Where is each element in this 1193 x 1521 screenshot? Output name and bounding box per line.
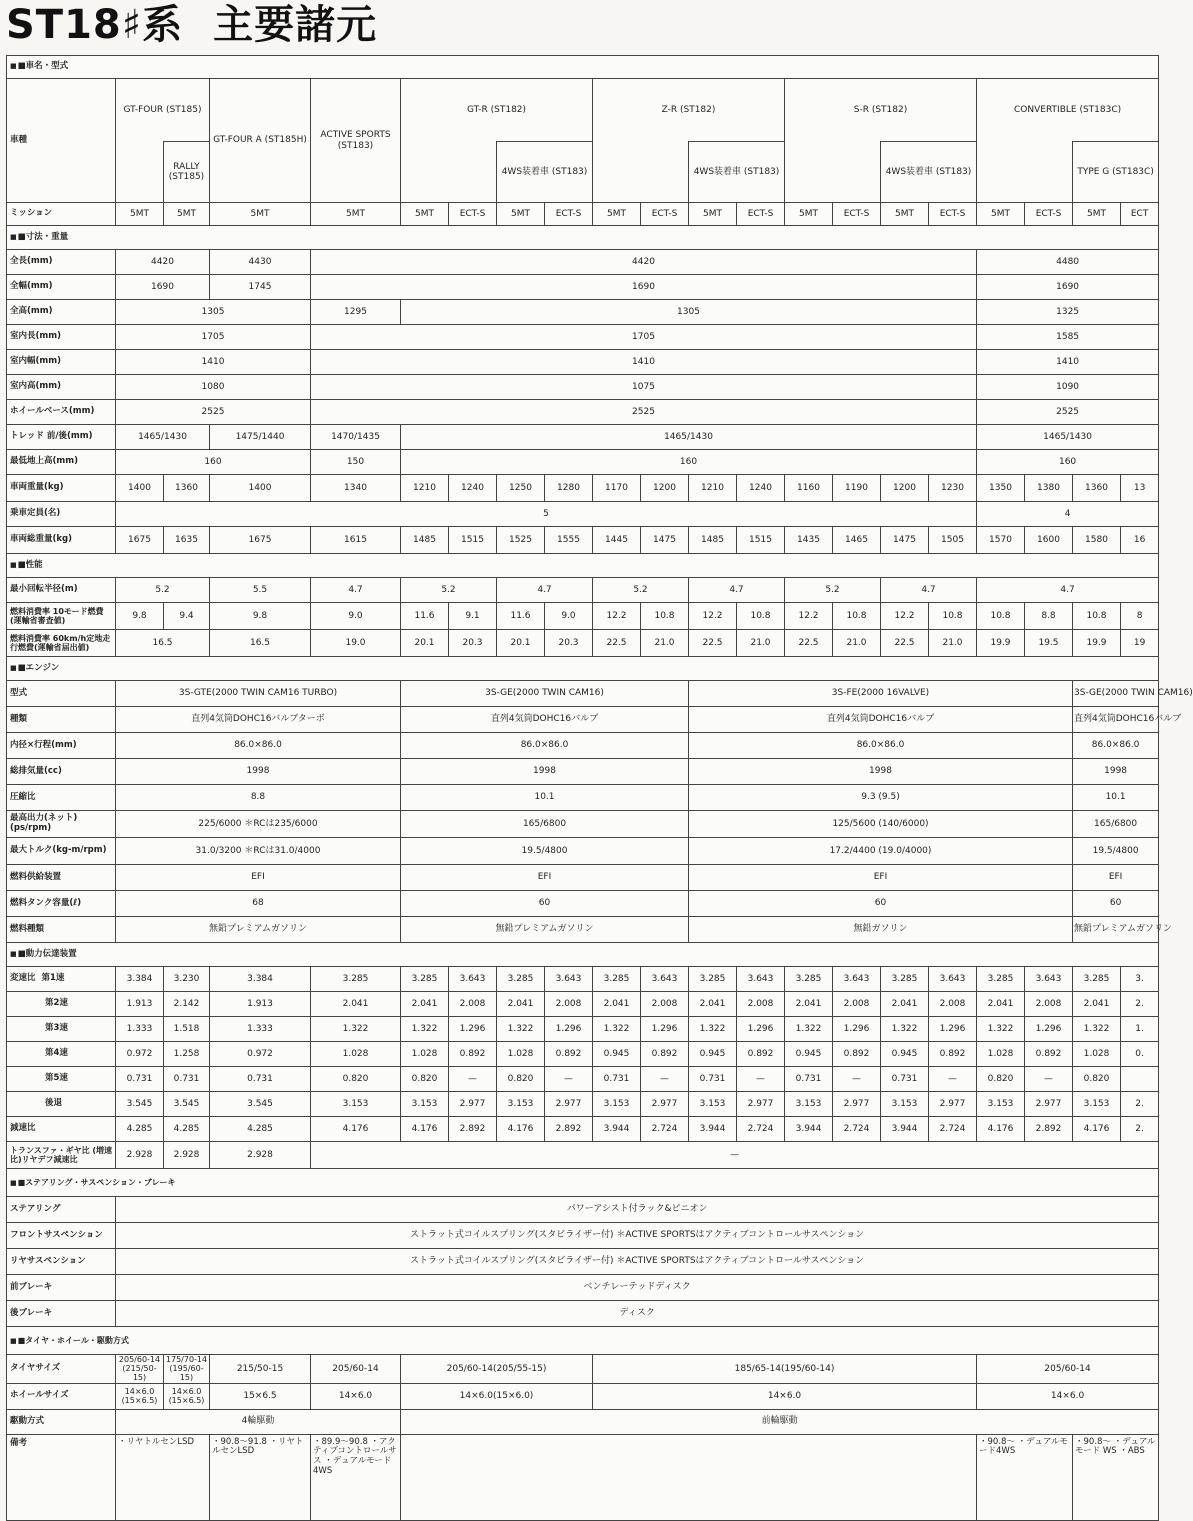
hdr-gtr-4ws: 4WS装着車 (ST183): [497, 142, 593, 203]
row-fuel-10mode: 燃料消費率 10モード燃費 (運輸省審査値) 9.8 9.4 9.8 9.0 11.6 9.1 11.6 9.0 12.2 10.8 12.2 10.8 12.2 10.8 12.2 10.8 10.8 8.8 10.8 8: [7, 603, 1159, 630]
sec-transmission: ■ ■動力伝達装置: [7, 943, 1159, 967]
row-vehicle-weight: 車両重量(kg) 1400 1360 1400 1340 1210 1240 1250 1280 1170 1200 1210 1240 1160 1190 1200 1230 1350 1380 1360 13: [7, 475, 1159, 502]
sec-dimensions: ■ ■寸法・重量: [7, 226, 1159, 250]
row-steering: ステアリング パワーアシスト付ラック&ピニオン: [7, 1197, 1159, 1223]
hdr-sr: S-R (ST182): [785, 79, 977, 142]
row-rear-suspension: リヤサスペンション ストラット式コイルスプリング(スタビライザー付) ＊ACTIVE SPORTSはアクティブコントロールサスペンション: [7, 1249, 1159, 1275]
hdr-gtfour: GT-FOUR (ST185): [116, 79, 210, 142]
hdr-gtfour-a: GT-FOUR A (ST185H): [210, 79, 311, 203]
row-turning-radius: 最小回転半径(m) 5.2 5.5 4.7 5.2 4.7 5.2 4.7 5.2 4.7 4.7: [7, 578, 1159, 603]
sec-tire-wheel-drive: ■ ■タイヤ・ホイール・駆動方式: [7, 1327, 1159, 1355]
hdr-typeg: TYPE G (ST183C): [1073, 142, 1159, 203]
row-displacement: 総排気量(cc) 1998 1998 1998 1998: [7, 759, 1159, 785]
row-front-suspension: フロントサスペンション ストラット式コイルスプリング(スタビライザー付) ＊ACTIVE SPORTSはアクティブコントロールサスペンション: [7, 1223, 1159, 1249]
row-ground-clearance: 最低地上高(mm) 160 150 160 160: [7, 450, 1159, 475]
row-width: 全幅(mm) 1690 1745 1690 1690: [7, 275, 1159, 300]
sec-performance: ■ ■性能: [7, 554, 1159, 578]
hdr-zr-4ws: 4WS装着車 (ST183): [689, 142, 785, 203]
row-bore-stroke: 内径×行程(mm) 86.0×86.0 86.0×86.0 86.0×86.0 86.0×86.0: [7, 733, 1159, 759]
row-transfer-ratio: トランスファ・ギヤ比 (増速比)リヤデフ減速比 2.928 2.928 2.928 —: [7, 1142, 1159, 1169]
row-compression: 圧縮比 8.8 10.1 9.3 (9.5) 10.1: [7, 785, 1159, 811]
hdr-convertible: CONVERTIBLE (ST183C): [977, 79, 1159, 142]
sec-steering-suspension-brake: ■ ■ステアリング・サスペンション・ブレーキ: [7, 1169, 1159, 1197]
hdr-zr: Z-R (ST182): [593, 79, 785, 142]
row-wheel-size: ホイールサイズ 14×6.0 (15×6.5) 14×6.0 (15×6.5) 15×6.5 14×6.0 14×6.0(15×6.0) 14×6.0 14×6.0: [7, 1383, 1159, 1409]
hdr-active-sports: ACTIVE SPORTS (ST183): [311, 79, 401, 203]
row-height: 全高(mm) 1305 1295 1305 1325: [7, 300, 1159, 325]
row-gear4: 第4速 0.972 1.258 0.972 1.028 1.028 0.892 1.028 0.892 0.945 0.892 0.945 0.892 0.945 0.892 0.945 0.892 1.028 0.892 1.028 0.: [7, 1042, 1159, 1067]
row-interior-length: 室内長(mm) 1705 1705 1585: [7, 325, 1159, 350]
hdr-sr-4ws: 4WS装着車 (ST183): [881, 142, 977, 203]
row-tire-size: タイヤサイズ 205/60-14 (215/50-15) 175/70-14 (195/60-15) 215/50-15 205/60-14 205/60-14(205/55-15) 185/65-14(195/60-14) 205/60-14: [7, 1355, 1159, 1384]
row-rear-brake: 後ブレーキ ディスク: [7, 1301, 1159, 1327]
row-capacity: 乗車定員(名) 5 4: [7, 502, 1159, 527]
row-gear5: 第5速 0.731 0.731 0.731 0.820 0.820 — 0.820 — 0.731 — 0.731 — 0.731 — 0.731 — 0.820 — 0.820: [7, 1067, 1159, 1092]
title-heading: 主要諸元: [213, 2, 378, 48]
row-wheelbase: ホイールベース(mm) 2525 2525 2525: [7, 400, 1159, 425]
row-gear1: 変速比 第1速 3.384 3.230 3.384 3.285 3.285 3.643 3.285 3.643 3.285 3.643 3.285 3.643 3.285 3.643 3.285 3.643 3.285 3.643 3.285 3.: [7, 967, 1159, 992]
row-notes: 備考 ・リヤトルセンLSD ・90.8～91.8 ・リヤトルセンLSD ・89.9～90.8 ・アクティブコントロールサス ・デュアルモード4WS ・90.8～ ・デュアルモード4WS ・90.8～ ・デュアルモード WS ・ABS: [7, 1434, 1159, 1520]
row-fuel-tank: 燃料タンク容量(ℓ) 68 60 60 60: [7, 891, 1159, 917]
row-drive-type: 駆動方式 4輪駆動 前輪駆動: [7, 1409, 1159, 1434]
row-engine-kind: 種類 直列4気筒DOHC16バルブターボ 直列4気筒DOHC16バルブ 直列4気筒DOHC16バルブ 直列4気筒DOHC16バルブ: [7, 707, 1159, 733]
row-gear3: 第3速 1.333 1.518 1.333 1.322 1.322 1.296 1.322 1.296 1.322 1.296 1.322 1.296 1.322 1.296 1.322 1.296 1.322 1.296 1.322 1.: [7, 1017, 1159, 1042]
row-max-power: 最高出力(ネット) (ps/rpm) 225/6000 ＊RCは235/6000 165/6800 125/5600 (140/6000) 165/6800: [7, 811, 1159, 838]
row-fuel-60kmh: 燃料消費率 60km/h定地走行燃費(運輸省届出値) 16.5 16.5 19.0 20.1 20.3 20.1 20.3 22.5 21.0 22.5 21.0 22.5 21.0 22.5 21.0 19.9 19.5 19.9 19: [7, 630, 1159, 657]
hdr-gtr: GT-R (ST182): [401, 79, 593, 142]
row-max-torque: 最大トルク(kg-m/rpm) 31.0/3200 ＊RCは31.0/4000 19.5/4800 17.2/4400 (19.0/4000) 19.5/4800: [7, 838, 1159, 865]
model-code: ST18♯系: [6, 2, 184, 48]
row-final-ratio: 減速比 4.285 4.285 4.285 4.176 4.176 2.892 4.176 2.892 3.944 2.724 3.944 2.724 3.944 2.724 3.944 2.724 4.176 2.892 4.176 2.: [7, 1117, 1159, 1142]
page-title: [6, 0, 377, 50]
row-gross-weight: 車両総重量(kg) 1675 1635 1675 1615 1485 1515 1525 1555 1445 1475 1485 1515 1435 1465 1475 1505 1570 1600 1580 16: [7, 527, 1159, 554]
sec-engine: ■ ■エンジン: [7, 657, 1159, 681]
grade-label: 車種: [7, 79, 116, 203]
row-engine-type: 型式 3S-GTE(2000 TWIN CAM16 TURBO) 3S-GE(2000 TWIN CAM16) 3S-FE(2000 16VALVE) 3S-GE(2000 TWIN CAM16): [7, 681, 1159, 707]
row-gear2: 第2速 1.913 2.142 1.913 2.041 2.041 2.008 2.041 2.008 2.041 2.008 2.041 2.008 2.041 2.008 2.041 2.008 2.041 2.008 2.041 2.: [7, 992, 1159, 1017]
row-mission: ミッション 5MT 5MT 5MT 5MT 5MT ECT-S 5MT ECT-S 5MT ECT-S 5MT ECT-S 5MT ECT-S 5MT ECT-S 5MT ECT-S 5MT ECT: [7, 203, 1159, 226]
row-fuel-type: 燃料種類 無鉛プレミアムガソリン 無鉛プレミアムガソリン 無鉛ガソリン 無鉛プレミアムガソリン: [7, 917, 1159, 943]
row-interior-height: 室内高(mm) 1080 1075 1090: [7, 375, 1159, 400]
row-reverse: 後退 3.545 3.545 3.545 3.153 3.153 2.977 3.153 2.977 3.153 2.977 3.153 2.977 3.153 2.977 3.153 2.977 3.153 2.977 3.153 2.: [7, 1092, 1159, 1117]
row-fuel-system: 燃料供給装置 EFI EFI EFI EFI: [7, 865, 1159, 891]
row-length: 全長(mm) 4420 4430 4420 4480: [7, 250, 1159, 275]
sec-model: ■ ■車名・型式: [7, 56, 1159, 79]
row-front-brake: 前ブレーキ ベンチレーテッドディスク: [7, 1275, 1159, 1301]
row-interior-width: 室内幅(mm) 1410 1410 1410: [7, 350, 1159, 375]
spec-table: [6, 55, 1193, 1521]
hdr-rally: RALLY (ST185): [164, 142, 210, 203]
row-tread: トレッド 前/後(mm) 1465/1430 1475/1440 1470/1435 1465/1430 1465/1430: [7, 425, 1159, 450]
